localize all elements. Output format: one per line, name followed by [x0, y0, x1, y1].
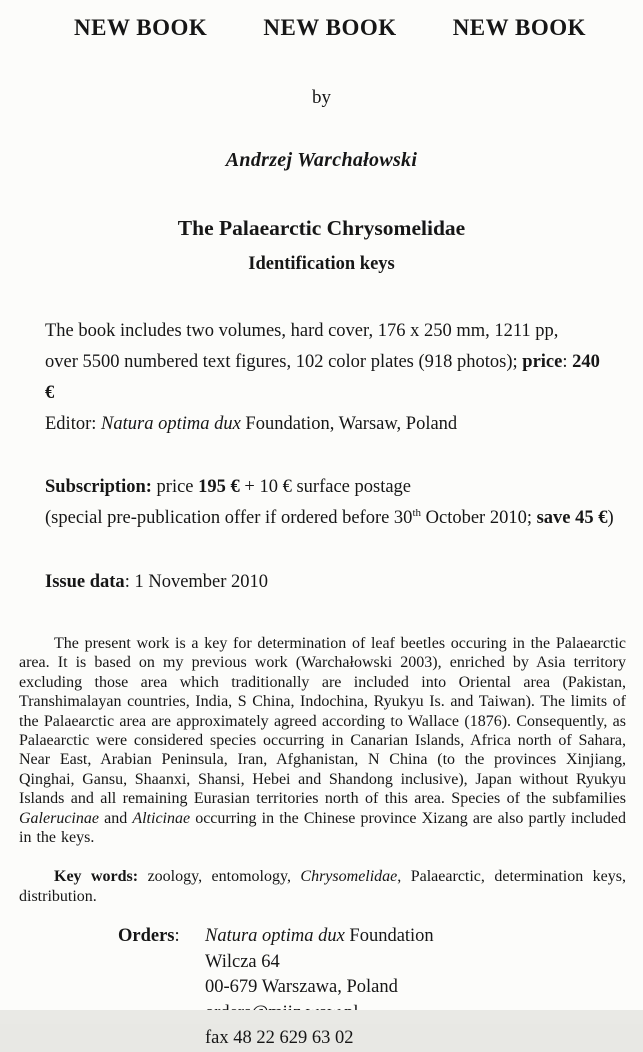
keyword-chrysomelidae: Chrysomelidae: [300, 868, 398, 886]
subscription-section: [45, 472, 631, 534]
scan-edge-shading: [0, 1010, 643, 1024]
publisher-name: Natura optima dux: [101, 414, 241, 434]
issue-date-value: : 1 November 2010: [124, 572, 269, 592]
book-title: The Palaearctic Chrysomelidae: [177, 216, 466, 240]
address-line-city: 00-679 Warszawa, Poland: [205, 977, 398, 998]
orders-address: [205, 924, 434, 1052]
subfamily-alticinae: Alticinae: [132, 809, 191, 827]
new-book-label-2: NEW BOOK: [263, 15, 397, 40]
new-book-label-1: NEW BOOK: [74, 15, 208, 40]
book-info-line3: Editor: Natura optima dux Foundation, Warsaw, Poland: [45, 414, 458, 434]
new-book-header: [74, 0, 586, 41]
issue-date-line: [45, 567, 613, 598]
byline: by: [312, 87, 331, 108]
subscription-price: 195 €: [198, 477, 240, 497]
ordinal-superscript: th: [412, 506, 421, 519]
orders-section: [118, 924, 643, 1052]
keywords-label: Key words:: [54, 868, 139, 886]
address-line-street: Wilcza 64: [205, 951, 280, 972]
address-line-foundation: Natura optima dux Foundation: [205, 926, 434, 947]
orders-label: Orders:: [118, 926, 180, 947]
book-info: [45, 316, 613, 440]
save-amount: save 45 €: [536, 508, 608, 528]
subscription-label: Subscription:: [45, 477, 152, 497]
price-label: price: [522, 352, 563, 372]
author-name: Andrzej Warchałowski: [225, 149, 418, 171]
abstract-paragraph: The present work is a key for determination of leaf beetles occuring in the Palaearctic area. It is based on my previous work (Warchałowski 2003), enriched by Asia territory excluding those area which traditionally are included into Oriental area (Pakistan, Transhimalayan countries, India, S China, Indochina, Ryukyu Is. and Taiwan). The limits of the Palaearctic area are approximately agreed according to Wallace (1876). Consequently, as Palaearctic were considered species occurring in Canarian Islands, Africa north of Sahara, Near East, Arabian Peninsula, Iran, Afghanistan, N China (to the provinces Xinjiang, Qinghai, Gansu, Shaanxi, Shansi, Hebei and Shandong inclusive), Japan without Ryukyu Islands and all remaining Eurasian territories north of this area. Species of the subfamilies Galerucinae and Alticinae occurring in the Chinese province Xizang are also partly included in the keys.: [19, 635, 626, 847]
address-line-fax: fax 48 22 629 63 02: [205, 1028, 354, 1049]
subfamily-galerucinae: Galerucinae: [19, 809, 99, 827]
issue-date-label: Issue data: [45, 572, 125, 592]
subscription-line1: Subscription: price 195 € + 10 € surface postage: [45, 477, 412, 497]
new-book-label-3: NEW BOOK: [452, 15, 586, 40]
keywords-paragraph: Key words: zoology, entomology, Chrysomelidae, Palaearctic, determination keys, distribution.: [19, 868, 627, 905]
book-info-line2: over 5500 numbered text figures, 102 color plates (918 photos); price: 240 €: [45, 352, 600, 403]
subscription-line2: (special pre-publication offer if ordered before 30th October 2010; save 45 €): [45, 506, 614, 528]
book-info-line1: The book includes two volumes, hard cover, 176 x 250 mm, 1211 pp,: [45, 321, 559, 341]
price-value: 240 €: [45, 352, 600, 403]
book-subtitle: Identification keys: [248, 254, 395, 274]
